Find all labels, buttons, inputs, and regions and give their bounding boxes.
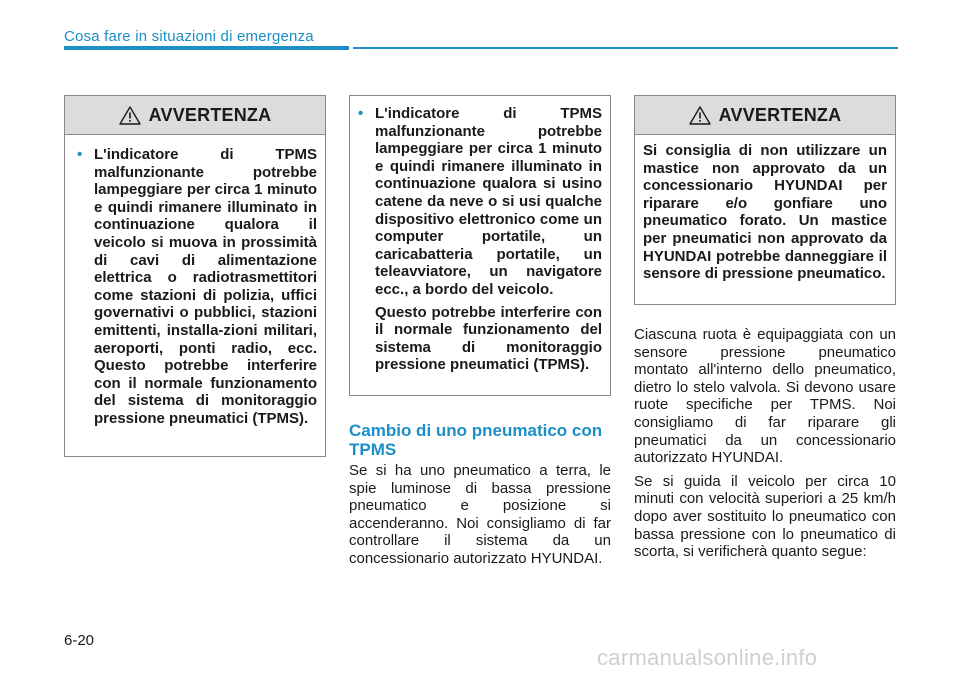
header-rule-thick bbox=[64, 46, 349, 50]
section-title: Cosa fare in situazioni di emergenza bbox=[64, 28, 314, 45]
warning-bullet-text: L'indicatore di TPMS malfunzionante potrebbe lampeggiare per circa 1 minuto e quindi rimanere illuminato in continuazione qualora il veicolo si muova in prossimità di cavi di alimentazione elettrica o radiotrasmettitori come stazioni di polizia, uffici governativi o pubblici, stazioni emittenti, installa-zioni militari, aeroporti, ponti radio, ecc. Questo potrebbe interferire con il normale funzionamento del sistema di monitoraggio pressione pneumatici (TPMS). bbox=[94, 146, 317, 427]
info-box-middle bbox=[349, 95, 611, 396]
warning-triangle-icon bbox=[689, 106, 711, 125]
watermark: carmanualsonline.info bbox=[597, 645, 818, 670]
bullet-icon: • bbox=[77, 146, 83, 163]
info-second-paragraph: Questo potrebbe interferire con il normale funzionamento del sistema di monitoraggio pressione pneumatici (TPMS). bbox=[375, 303, 602, 374]
spare-tire-paragraph: Se si guida il veicolo per circa 10 minuti con velocità superiori a 25 km/h dopo aver sostituito lo pneumatico con bassa pressione con lo pneumatico di scorta, si verificherà quanto segue: bbox=[634, 472, 896, 561]
tire-change-body: Se si ha uno pneumatico a terra, le spie luminose di bassa pressione pneumatico e posizione si accenderanno. Noi consigliamo di far controllare il sistema da un concessionario autorizzato HYUNDAI. bbox=[349, 462, 611, 567]
warning-title: AVVERTENZA bbox=[148, 104, 272, 125]
warning-text: Si consiglia di non utilizzare un mastice non approvato da un concessionario HYUNDAI per riparare e/o gonfiare uno pneumatico forato. Un mastice per pneumatici non approvato da HYUNDAI potrebbe danneggiare il sensore di pressione pneumatico. bbox=[643, 142, 887, 283]
warning-box-header bbox=[635, 96, 895, 135]
warning-title: AVVERTENZA bbox=[718, 104, 842, 125]
warning-box-right bbox=[634, 95, 896, 305]
info-bullet-text: L'indicatore di TPMS malfunzionante potrebbe lampeggiare per circa 1 minuto e quindi rimanere illuminato in continuazione qualora si usino catene da neve o si usi qualche dispositivo elettronico come un computer portatile, un caricabatteria portatile, un teleavviatore, un navigatore ecc., a bordo del veicolo. bbox=[375, 105, 602, 298]
page-number: 6-20 bbox=[64, 632, 95, 649]
header-rule-thin bbox=[353, 47, 898, 49]
warning-box-header bbox=[65, 96, 325, 135]
wheel-sensor-paragraph: Ciascuna ruota è equipaggiata con un sensore pressione pneumatico montato all'interno dello pneumatico, dietro lo stelo valvola. Si devono usare ruote specifiche per TPMS. Noi consigliamo di far riparare gli pneumatici da un concessionario autorizzato HYUNDAI. bbox=[634, 326, 896, 467]
bullet-icon: • bbox=[358, 105, 364, 122]
right-column-text bbox=[634, 326, 896, 561]
warning-triangle-icon bbox=[119, 106, 141, 125]
warning-bullet bbox=[77, 146, 317, 428]
info-bullet bbox=[358, 105, 602, 374]
tire-change-heading: Cambio di uno pneumatico con TPMS bbox=[349, 421, 603, 459]
warning-box-left bbox=[64, 95, 326, 457]
